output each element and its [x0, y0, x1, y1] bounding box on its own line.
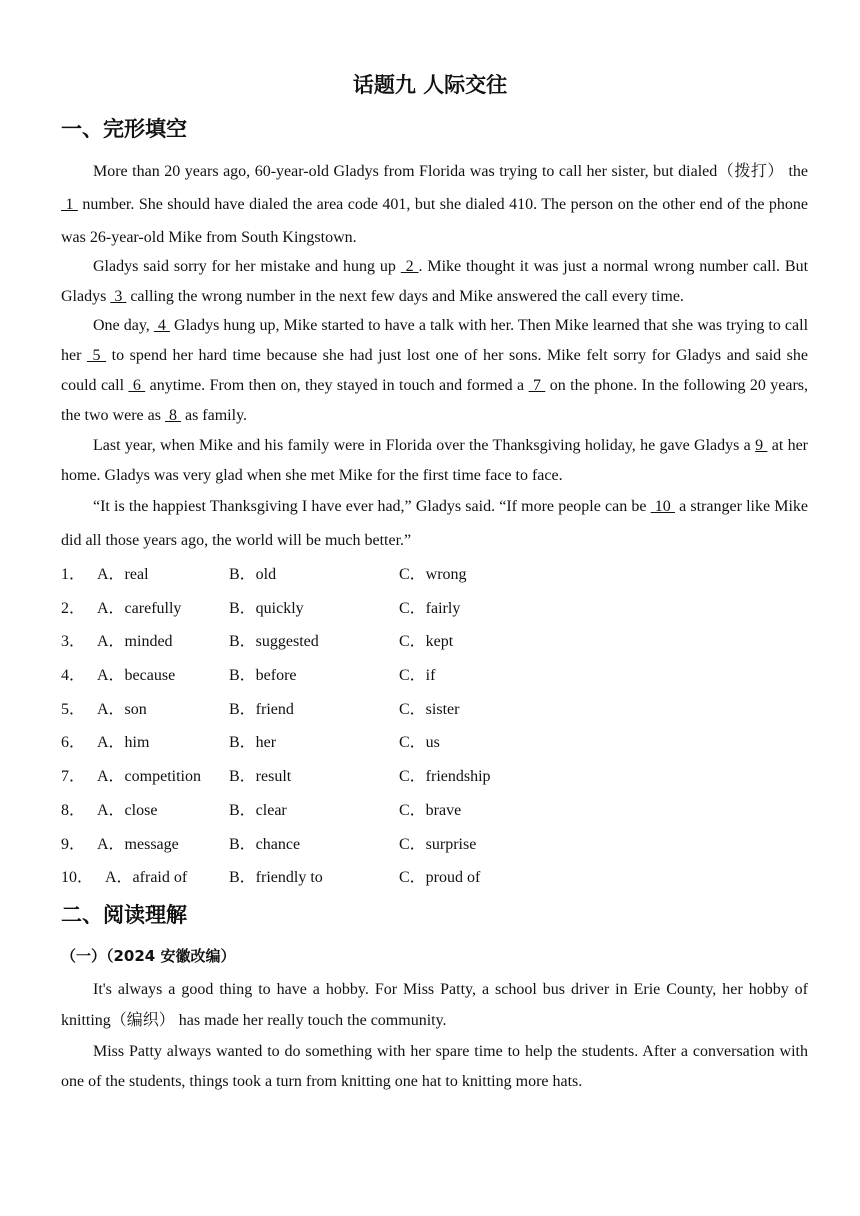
- cloze-paragraph-5: “It is the happiest Thanksgiving I have ever had,” Gladys said. “If more people can be 10 a stranger like Mike did all those years ago, the world will be much better.”: [61, 498, 809, 549]
- option-c: C．kept: [399, 633, 454, 651]
- option-c: C．sister: [399, 700, 460, 718]
- option-b: B．before: [229, 667, 297, 685]
- reading-paragraph-2: Miss Patty always wanted to do something with her spare time to help the students. After a conversation with one of the students, things took a turn from knitting one hat to knitting more hats.: [61, 1043, 808, 1090]
- option-a: A．son: [97, 700, 147, 718]
- blank-9: 9: [755, 437, 768, 454]
- blank-8: 8: [164, 407, 181, 424]
- option-a: A．real: [97, 566, 149, 583]
- option-row: 8． A．close B．clear C．brave: [61, 794, 821, 828]
- option-c: C．friendship: [399, 768, 491, 786]
- option-b: B．old: [229, 566, 277, 583]
- option-b: B．friend: [229, 700, 294, 718]
- option-a: A．message: [97, 835, 179, 853]
- option-b: B．quickly: [229, 599, 304, 617]
- blank-3: 3: [110, 288, 127, 305]
- option-c: C．fairly: [399, 599, 461, 617]
- option-b: B．clear: [229, 801, 287, 819]
- option-b: B．her: [229, 734, 277, 752]
- cloze-paragraph-1: More than 20 years ago, 60-year-old Gladys from Florida was trying to call her sister, but dialed（拨打） the 1 number. She should have dialed the area code 401, but she dialed 410. The person on the other end of the phone was 26-year-old Mike from South Kingstown.: [61, 163, 809, 246]
- blank-10: 10: [650, 498, 675, 515]
- option-row: 5． A．son B．friend C．sister: [61, 693, 821, 727]
- option-c: C．wrong: [399, 566, 467, 583]
- cloze-paragraph-3: One day, 4 Gladys hung up, Mike started to have a talk with her. Then Mike learned that she was trying to call her 5 to spend her hard time because she had just lost one of her sons. Mike felt sorry for Gladys and said she could call 6 anytime. From then on, they stayed in touch and formed a 7 on the phone. In the following 20 years, the two were as 8 as family.: [61, 317, 809, 424]
- option-a: A．close: [97, 801, 158, 819]
- option-row: 7． A．competition B．result C．friendship: [61, 760, 821, 794]
- option-row: 9． A．message B．chance C．surprise: [61, 828, 821, 862]
- option-a: A．competition: [97, 768, 201, 786]
- blank-7: 7: [528, 377, 546, 394]
- option-c: C．proud of: [399, 869, 481, 887]
- section-heading-cloze: 一、完形填空: [61, 117, 187, 141]
- option-row: 4． A．because B．before C．if: [61, 659, 821, 693]
- page-title: 话题九 人际交往: [352, 73, 508, 97]
- option-a: A．him: [97, 734, 150, 752]
- section-heading-reading: 二、阅读理解: [61, 903, 187, 927]
- passage-source-heading: （一）（2024 安徽改编）: [61, 947, 236, 965]
- option-c: C．us: [399, 734, 440, 752]
- reading-paragraph-1: It's always a good thing to have a hobby. For Miss Patty, a school bus driver in Erie County, her hobby of knitting（编织） has made her really touch the community.: [61, 981, 808, 1029]
- option-b: B．result: [229, 768, 292, 786]
- option-b: B．friendly to: [229, 869, 323, 887]
- option-row: 1． A．real B．old C．wrong: [61, 558, 821, 592]
- answer-options: [61, 558, 821, 895]
- blank-6: 6: [128, 377, 146, 394]
- option-b: B．chance: [229, 835, 301, 853]
- option-a: A．because: [97, 667, 176, 685]
- option-row: 10． A．afraid of B．friendly to C．proud of: [61, 861, 821, 895]
- blank-5: 5: [86, 347, 107, 364]
- option-a: A．carefully: [97, 599, 182, 617]
- blank-4: 4: [153, 317, 170, 334]
- option-row: 6． A．him B．her C．us: [61, 726, 821, 760]
- option-b: B．suggested: [229, 633, 319, 651]
- option-c: C．surprise: [399, 835, 477, 853]
- option-c: C．brave: [399, 801, 462, 819]
- option-a: A．afraid of: [105, 869, 188, 887]
- option-a: A．minded: [97, 633, 173, 651]
- blank-1: 1: [61, 196, 78, 213]
- option-row: 2． A．carefully B．quickly C．fairly: [61, 592, 821, 626]
- option-c: C．if: [399, 667, 436, 685]
- blank-2: 2: [400, 258, 419, 275]
- cloze-paragraph-4: Last year, when Mike and his family were in Florida over the Thanksgiving holiday, he gave Gladys a 9 at her home. Gladys was very glad when she met Mike for the first time face to face.: [61, 437, 809, 484]
- option-row: 3． A．minded B．suggested C．kept: [61, 625, 821, 659]
- cloze-paragraph-2: Gladys said sorry for her mistake and hung up 2 . Mike thought it was just a normal wrong number call. But Gladys 3 calling the wrong number in the next few days and Mike answered the call every time.: [61, 258, 809, 305]
